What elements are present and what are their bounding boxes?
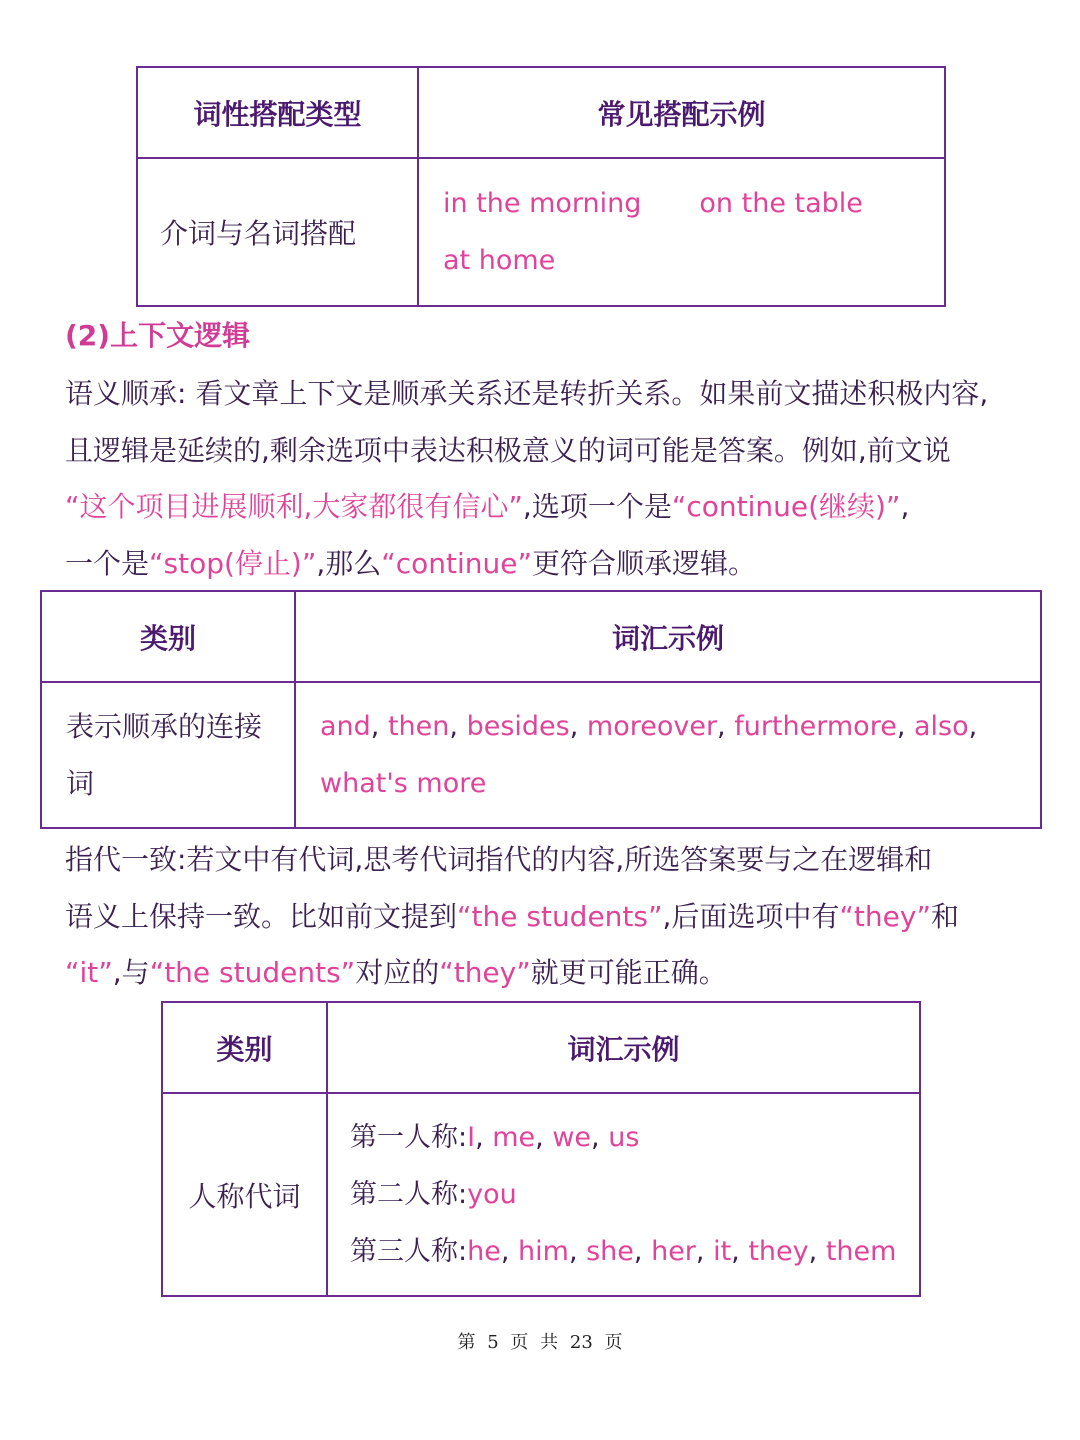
example-in-the-morning: in the morning (443, 188, 642, 219)
separator: , (896, 711, 914, 742)
quote-continue: “continue(继续)” (671, 490, 901, 523)
category-line-2: 词 (66, 767, 95, 800)
para2-line1: 指代一致:若文中有代词,思考代词指代的内容,所选答案要与之在逻辑和 (65, 843, 933, 876)
table-cell-vocab (327, 1093, 920, 1296)
quote-the-students: “the students” (457, 899, 663, 933)
quote-example-sentence: “这个项目进展顺利,大家都很有信心” (65, 490, 523, 523)
pronoun-table (161, 1001, 921, 1297)
table-header-vocab: 词汇示例 (295, 591, 1041, 682)
para1-text: 更符合顺承逻辑。 (532, 546, 757, 580)
para1-line3 (65, 479, 1025, 536)
current-page: 5 (487, 1332, 499, 1353)
word-her: her (651, 1236, 696, 1267)
para2-text: ,与 (112, 956, 150, 989)
para1-line2: 且逻辑是延续的,剩余选项中表达积极意义的词可能是答案。例如,前文说 (65, 433, 951, 467)
word-it: it (713, 1236, 732, 1267)
example-at-home: at home (443, 245, 556, 276)
para2-text: 语义上保持一致。比如前文提到 (65, 899, 458, 933)
collocation-table (136, 66, 946, 307)
para1-text: 一个是 (65, 546, 150, 580)
footer-suffix: 页 (604, 1332, 623, 1353)
table-header-category: 类别 (162, 1002, 327, 1093)
word-we: we (552, 1122, 592, 1153)
page-number-footer (0, 1328, 1080, 1354)
example-on-the-table: on the table (699, 188, 863, 219)
footer-mid: 页 共 (510, 1332, 559, 1353)
para2-line2 (65, 889, 1025, 946)
para2-text: 对应的 (355, 956, 440, 989)
third-person-row: 第三人称:he, him, she, her, it, they, them (350, 1236, 897, 1267)
word-also: also (913, 711, 969, 742)
separator: , (717, 711, 735, 742)
table-header-category: 类别 (41, 591, 295, 682)
quote-stop: “stop(停止)” (149, 546, 317, 580)
separator: , (449, 711, 467, 742)
para1-text: , (900, 490, 910, 523)
word-i: I (467, 1122, 476, 1153)
word-us: us (608, 1122, 640, 1153)
word-you: you (467, 1179, 517, 1210)
para1-line4 (65, 536, 1025, 593)
table-cell-examples (418, 158, 945, 306)
first-person-label: 第一人称: (350, 1122, 468, 1153)
para2-text: ,后面选项中有 (662, 899, 840, 933)
para2-text: 就更可能正确。 (530, 956, 727, 989)
connective-list (320, 698, 1040, 755)
word-he: he (467, 1236, 501, 1267)
separator: , (968, 711, 978, 742)
word-them: them (825, 1236, 897, 1267)
category-line-1: 表示顺承的连接 (66, 710, 263, 743)
para1-line1: 语义顺承: 看文章上下文是顺承关系还是转折关系。如果前文描述积极内容, (65, 377, 989, 410)
quote-the-students-2: “the students” (149, 956, 356, 989)
quote-they-2: “they” (439, 956, 531, 989)
separator: , (370, 711, 388, 742)
para2-text: 和 (930, 899, 959, 933)
paragraph-semantic-continuity (65, 366, 1025, 592)
word-me: me (492, 1122, 536, 1153)
paragraph-reference-consistency (65, 832, 1025, 1002)
word-whats-more: what's more (320, 768, 487, 799)
second-person-label: 第二人称: (350, 1179, 468, 1210)
para1-text: ,选项一个是 (522, 490, 672, 523)
section-heading: (2)上下文逻辑 (65, 319, 251, 352)
footer-prefix: 第 (457, 1332, 476, 1353)
table-cell-vocab (295, 682, 1041, 828)
table-cell-category (41, 682, 295, 828)
total-pages: 23 (569, 1332, 593, 1353)
word-and: and (320, 711, 371, 742)
table-header-type: 词性搭配类型 (137, 67, 418, 158)
table-cell-category: 介词与名词搭配 (137, 158, 418, 306)
quote-it: “it” (65, 956, 113, 989)
second-person-row (350, 1166, 919, 1223)
table-header-examples: 常见搭配示例 (418, 67, 945, 158)
word-him: him (518, 1236, 569, 1267)
connectives-table (40, 590, 1042, 829)
word-she: she (586, 1236, 634, 1267)
word-then: then (387, 711, 450, 742)
table-cell-category: 人称代词 (162, 1093, 327, 1296)
word-they: they (748, 1236, 809, 1267)
example-line-1 (443, 175, 944, 232)
separator: , (569, 711, 587, 742)
word-furthermore: furthermore (734, 711, 897, 742)
word-besides: besides (466, 711, 570, 742)
word-moreover: moreover (586, 711, 718, 742)
para2-line3 (65, 945, 1025, 1002)
first-person-row: 第一人称:I, me, we, us (350, 1122, 640, 1153)
quote-they: “they” (839, 899, 931, 933)
para1-text: ,那么 (316, 546, 382, 580)
third-person-label: 第三人称: (350, 1236, 468, 1267)
table-header-vocab: 词汇示例 (327, 1002, 920, 1093)
quote-continue-short: “continue” (381, 546, 533, 580)
